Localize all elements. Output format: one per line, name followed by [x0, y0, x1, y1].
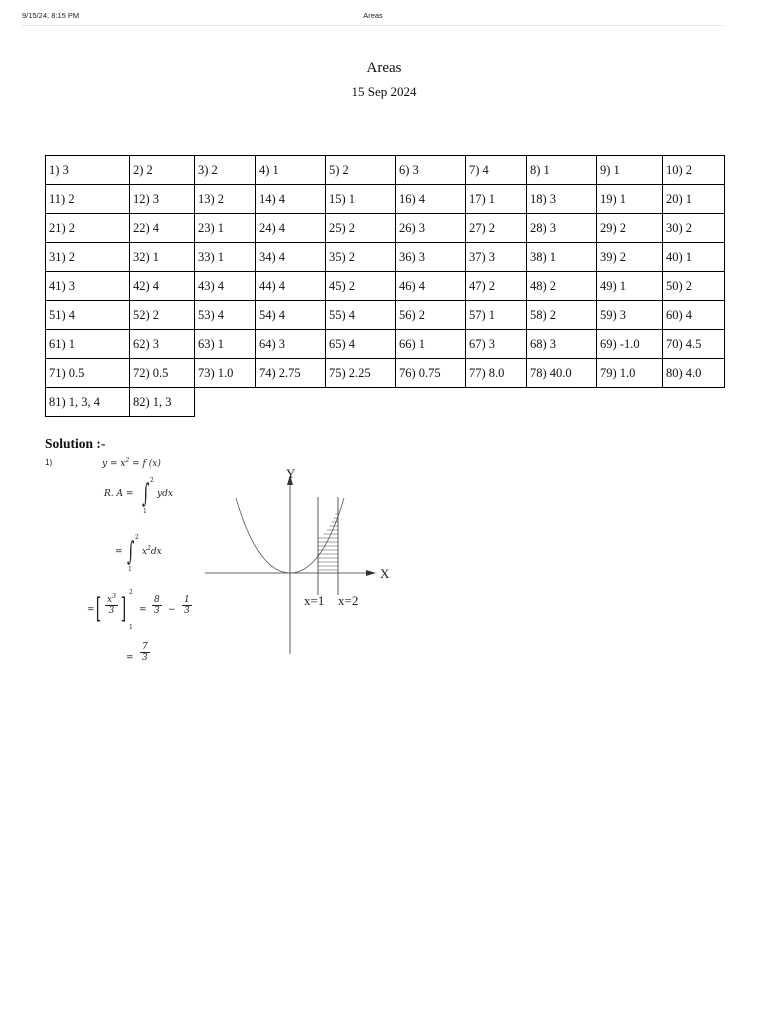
equation-line-5 — [126, 641, 166, 677]
answer-key-table — [45, 155, 725, 417]
print-header — [22, 11, 724, 26]
answer-cell: 18) 3 — [527, 185, 597, 214]
equation-line-2 — [104, 478, 194, 518]
eq3-lhs: = — [115, 547, 123, 557]
integral-sign-icon: ∫ — [127, 537, 135, 567]
answer-cell: 77) 8.0 — [466, 359, 527, 388]
answer-cell: 8) 1 — [527, 156, 597, 185]
eq4-f1-num: 8 — [154, 595, 160, 605]
answer-cell: 44) 4 — [256, 272, 326, 301]
eq3-integrand: x — [142, 547, 148, 557]
x-axis-arrow-icon — [366, 570, 376, 576]
left-bracket-icon: [ — [95, 592, 102, 625]
equation-line-1 — [102, 459, 161, 469]
answer-cell: 45) 2 — [326, 272, 396, 301]
answer-cell: 76) 0.75 — [396, 359, 466, 388]
eq4-equals: = — [87, 605, 95, 615]
eq4-upper-limit: 2 — [129, 589, 133, 596]
answer-cell: 13) 2 — [195, 185, 256, 214]
eq5-fraction — [140, 642, 150, 663]
y-axis-label: Y — [286, 466, 296, 481]
answer-cell: 61) 1 — [46, 330, 130, 359]
answer-cell: 64) 3 — [256, 330, 326, 359]
eq2-lower-limit: 1 — [143, 508, 147, 515]
answer-cell: 65) 4 — [326, 330, 396, 359]
eq2-lhs: R. A = — [104, 489, 134, 499]
right-bracket-icon: ] — [120, 592, 127, 625]
answer-cell: 75) 2.25 — [326, 359, 396, 388]
answer-cell: 60) 4 — [663, 301, 725, 330]
answer-cell: 82) 1, 3 — [130, 388, 195, 417]
x2-label: x=2 — [338, 593, 359, 608]
eq1-sup: 2 — [125, 457, 130, 464]
answer-cell: 69) -1.0 — [597, 330, 663, 359]
document-title: Areas — [366, 60, 402, 76]
answer-cell: 11) 2 — [46, 185, 130, 214]
eq4-fraction-1 — [152, 595, 162, 616]
eq3-upper-limit: 2 — [135, 534, 139, 541]
solution-heading: Solution :- — [45, 436, 106, 451]
answer-cell: 55) 4 — [326, 301, 396, 330]
eq3-lower-limit: 1 — [128, 566, 132, 573]
eq5-num: 7 — [142, 642, 148, 652]
x1-label: x=1 — [304, 593, 325, 608]
answer-cell: 37) 3 — [466, 243, 527, 272]
answer-cell: 7) 4 — [466, 156, 527, 185]
answer-key-body — [46, 156, 725, 417]
table-row — [46, 156, 725, 185]
answer-cell: 47) 2 — [466, 272, 527, 301]
answer-cell: 31) 2 — [46, 243, 130, 272]
answer-cell: 79) 1.0 — [597, 359, 663, 388]
answer-cell: 73) 1.0 — [195, 359, 256, 388]
answer-cell: 59) 3 — [597, 301, 663, 330]
answer-cell: 30) 2 — [663, 214, 725, 243]
eq5-equals: = — [126, 653, 134, 663]
answer-cell: 33) 1 — [195, 243, 256, 272]
answer-cell: 14) 4 — [256, 185, 326, 214]
eq4-den: 3 — [108, 606, 115, 616]
answer-cell: 56) 2 — [396, 301, 466, 330]
answer-cell: 32) 1 — [130, 243, 195, 272]
empty-cell — [195, 388, 256, 417]
answer-cell: 62) 3 — [130, 330, 195, 359]
answer-cell: 23) 1 — [195, 214, 256, 243]
table-row — [46, 359, 725, 388]
eq4-minus: − — [168, 605, 176, 615]
eq5-den: 3 — [142, 653, 148, 663]
answer-cell: 26) 3 — [396, 214, 466, 243]
answer-cell: 6) 3 — [396, 156, 466, 185]
empty-cell — [663, 388, 725, 417]
answer-cell: 29) 2 — [597, 214, 663, 243]
answer-cell: 4) 1 — [256, 156, 326, 185]
eq4-num: x — [107, 595, 113, 605]
answer-cell: 40) 1 — [663, 243, 725, 272]
answer-cell: 52) 2 — [130, 301, 195, 330]
eq4-fraction-2 — [182, 595, 192, 616]
answer-cell: 49) 1 — [597, 272, 663, 301]
empty-cell — [527, 388, 597, 417]
answer-cell: 48) 2 — [527, 272, 597, 301]
answer-cell: 16) 4 — [396, 185, 466, 214]
answer-cell: 70) 4.5 — [663, 330, 725, 359]
eq4-equals-2: = — [139, 605, 147, 615]
equation-line-3 — [115, 534, 195, 574]
eq4-f2-den: 3 — [184, 606, 190, 616]
table-row — [46, 388, 725, 417]
empty-cell — [396, 388, 466, 417]
eq4-f2-num: 1 — [184, 595, 190, 605]
answer-cell: 67) 3 — [466, 330, 527, 359]
eq1-lhs: y = x — [102, 459, 126, 469]
table-row — [46, 243, 725, 272]
answer-cell: 22) 4 — [130, 214, 195, 243]
question-number: 1) — [45, 458, 53, 467]
eq3-dx: dx — [150, 547, 162, 557]
answer-cell: 50) 2 — [663, 272, 725, 301]
answer-cell: 20) 1 — [663, 185, 725, 214]
empty-cell — [597, 388, 663, 417]
answer-cell: 2) 2 — [130, 156, 195, 185]
answer-cell: 54) 4 — [256, 301, 326, 330]
empty-cell — [326, 388, 396, 417]
answer-cell: 80) 4.0 — [663, 359, 725, 388]
answer-cell: 42) 4 — [130, 272, 195, 301]
answer-cell: 35) 2 — [326, 243, 396, 272]
answer-cell: 81) 1, 3, 4 — [46, 388, 130, 417]
empty-cell — [256, 388, 326, 417]
answer-cell: 15) 1 — [326, 185, 396, 214]
answer-cell: 41) 3 — [46, 272, 130, 301]
answer-cell: 71) 0.5 — [46, 359, 130, 388]
answer-cell: 17) 1 — [466, 185, 527, 214]
table-row — [46, 301, 725, 330]
answer-cell: 58) 2 — [527, 301, 597, 330]
eq2-integrand: ydx — [157, 489, 173, 499]
answer-cell: 12) 3 — [130, 185, 195, 214]
eq1-rhs: = f (x) — [132, 459, 161, 469]
answer-cell: 5) 2 — [326, 156, 396, 185]
answer-cell: 72) 0.5 — [130, 359, 195, 388]
print-datetime: 9/15/24, 8:15 PM — [22, 11, 80, 20]
answer-cell: 68) 3 — [527, 330, 597, 359]
answer-cell: 78) 40.0 — [527, 359, 597, 388]
eq4-fraction — [105, 595, 118, 616]
answer-cell: 51) 4 — [46, 301, 130, 330]
table-row — [46, 185, 725, 214]
print-page-title: Areas — [363, 11, 383, 20]
eq3-sup: 2 — [147, 545, 151, 552]
eq4-lower-limit: 1 — [129, 624, 133, 631]
answer-cell: 9) 1 — [597, 156, 663, 185]
eq4-f1-den: 3 — [154, 606, 160, 616]
answer-cell: 1) 3 — [46, 156, 130, 185]
eq2-upper-limit: 2 — [150, 477, 154, 484]
equation-line-4 — [87, 590, 207, 632]
answer-cell: 53) 4 — [195, 301, 256, 330]
answer-cell: 10) 2 — [663, 156, 725, 185]
integral-sign-icon: ∫ — [142, 479, 150, 509]
table-row — [46, 214, 725, 243]
answer-cell: 38) 1 — [527, 243, 597, 272]
answer-cell: 63) 1 — [195, 330, 256, 359]
answer-cell: 39) 2 — [597, 243, 663, 272]
answer-cell: 36) 3 — [396, 243, 466, 272]
answer-cell: 27) 2 — [466, 214, 527, 243]
table-row — [46, 272, 725, 301]
answer-cell: 24) 4 — [256, 214, 326, 243]
answer-cell: 3) 2 — [195, 156, 256, 185]
document-date: 15 Sep 2024 — [351, 84, 417, 99]
empty-cell — [466, 388, 527, 417]
x-axis-label: X — [380, 566, 390, 581]
answer-cell: 57) 1 — [466, 301, 527, 330]
answer-cell: 34) 4 — [256, 243, 326, 272]
eq4-num-sup: 3 — [112, 593, 116, 600]
answer-cell: 21) 2 — [46, 214, 130, 243]
answer-cell: 43) 4 — [195, 272, 256, 301]
table-row — [46, 330, 725, 359]
answer-cell: 28) 3 — [527, 214, 597, 243]
parabola-area-graph — [200, 462, 400, 662]
answer-cell: 46) 4 — [396, 272, 466, 301]
answer-cell: 19) 1 — [597, 185, 663, 214]
answer-cell: 74) 2.75 — [256, 359, 326, 388]
answer-cell: 25) 2 — [326, 214, 396, 243]
answer-cell: 66) 1 — [396, 330, 466, 359]
